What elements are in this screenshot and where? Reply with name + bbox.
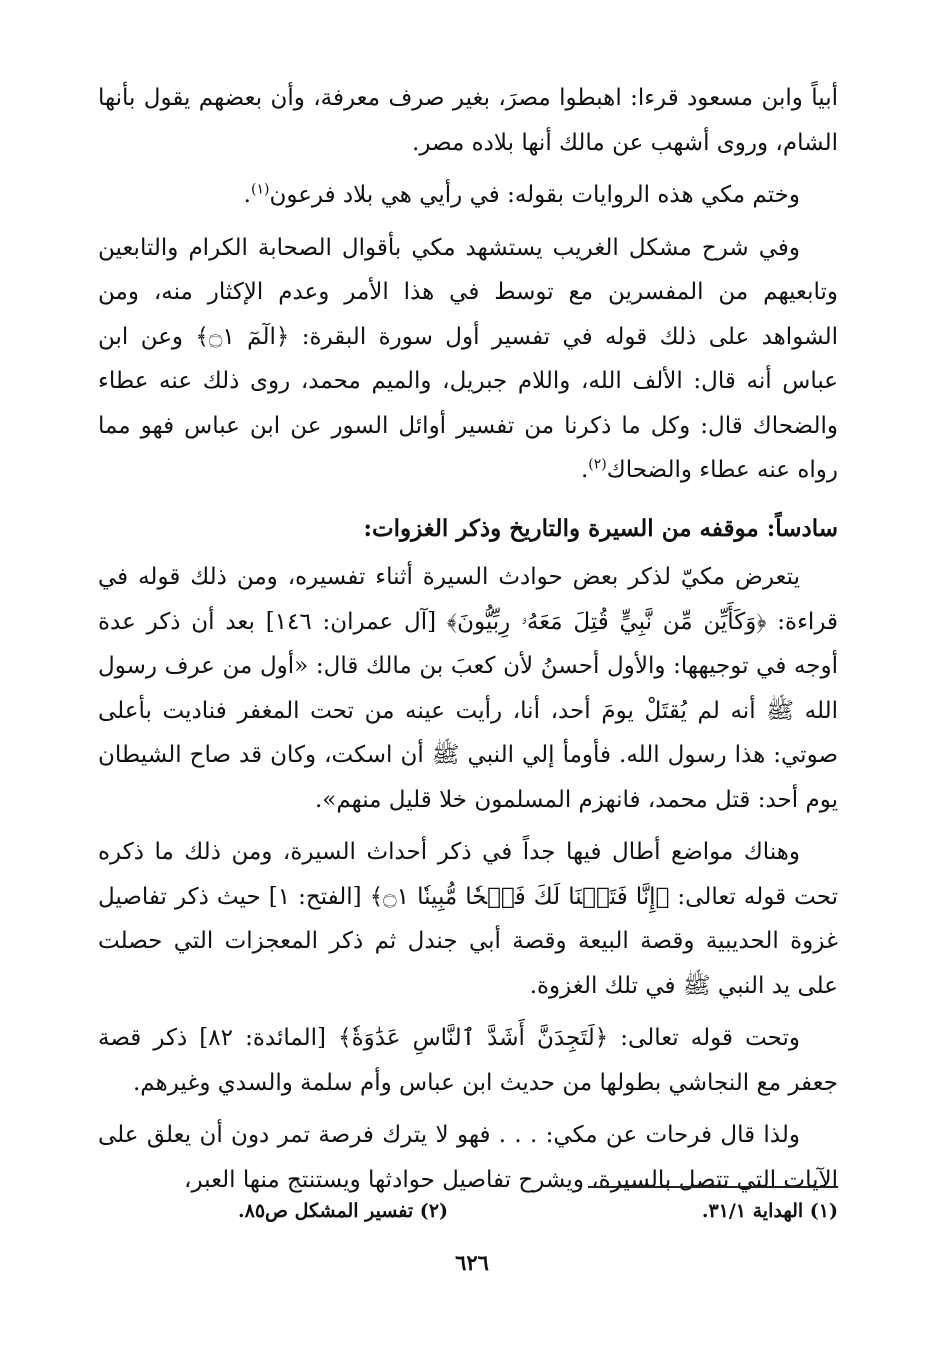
footnote-ref-2: (٢) bbox=[588, 456, 607, 473]
paragraph-6-text: وتحت قوله تعالى: ﴿لَتَجِدَنَّ أَشَدَّ ٱلنَّاسِ عَدَٰوَةٗ﴾ [المائدة: ٨٢] ذكر قصة جعفر مع النجاشي بطولها من حديث ابن عباس وأم سلمة والسدي وغيرهم. bbox=[98, 1025, 838, 1096]
footnote-1: (١) الهداية ٣١/١. bbox=[701, 1200, 838, 1222]
page-number: ٦٢٦ bbox=[455, 1250, 489, 1275]
paragraph-5-text: وهناك مواضع أطال فيها جداً في ذكر أحداث السيرة، ومن ذلك ما ذكره تحت قوله تعالى: ﴿إِنَّا فَتَحۡنَا لَكَ فَتۡحٗا مُّبِينٗا ۝١﴾ [الفتح: ١] حيث ذكر تفاصيل غزوة الحديبية وقصة البيعة وقصة أبي جندل ثم ذكر المعجزات التي حصلت على يد النبي ﷺ في تلك الغزوة. bbox=[98, 839, 838, 999]
paragraph-2 bbox=[98, 173, 838, 218]
section-heading: سادساً: موقفه من السيرة والتاريخ وذكر الغزوات: bbox=[363, 514, 838, 542]
paragraph-6 bbox=[98, 1016, 838, 1105]
paragraph-3-tail: . bbox=[580, 457, 589, 483]
page-body bbox=[98, 76, 838, 1210]
footnotes bbox=[98, 1200, 838, 1222]
paragraph-7 bbox=[98, 1113, 838, 1202]
paragraph-4-text: يتعرض مكيّ لذكر بعض حوادث السيرة أثناء تفسيره، ومن ذلك قوله في قراءة: ﴿وَكَأَيِّن مِّن نَّبِيٍّ قُتِلَ مَعَهُۥ رِبِّيُّونَ﴾ [آل عمران: ١٤٦] بعد أن ذكر عدة أوجه في توجيهها: والأول أحسنُ لأن كعبَ بن مالك قال: «أول من عرف رسول الله ﷺ أنه لم يُقتَلْ يومَ أحد، أنا، رأيت عينه من تحت المغفر فناديت بأعلى صوتي: هذا رسول الله. فأومأ إلي النبي ﷺ أن اسكت، وكان قد صاح الشيطان يوم أحد: قتل محمد، فانهزم المسلمون خلا قليل منهم». bbox=[98, 564, 838, 813]
footnote-ref-1: (١) bbox=[250, 181, 270, 198]
paragraph-3 bbox=[98, 226, 838, 493]
paragraph-1 bbox=[98, 76, 838, 165]
paragraph-7-text: ولذا قال فرحات عن مكي: . . . فهو لا يترك فرصة تمر دون أن يعلق على الآيات التي تتصل بالسيرة، ويشرح تفاصيل حوادثها ويستنتج منها العبر، bbox=[98, 1122, 838, 1193]
paragraph-5 bbox=[98, 830, 838, 1008]
paragraph-4 bbox=[98, 555, 838, 822]
paragraph-1-text: أبياً وابن مسعود قرءا: اهبطوا مصرَ، بغير صرف معرفة، وأن بعضهم يقول بأنها الشام، وروى أشهب عن مالك أنها بلاده مصر. bbox=[98, 85, 838, 156]
footnote-separator bbox=[588, 1186, 838, 1188]
footnote-2: (٢) تفسير المشكل ص٨٥. bbox=[238, 1200, 449, 1222]
paragraph-3-text: وفي شرح مشكل الغريب يستشهد مكي بأقوال الصحابة الكرام والتابعين وتابعيهم من المفسرين مع توسط في هذا الأمر وعدم الإكثار منه، ومن الشواهد على ذلك قوله في تفسير أول سورة البقرة: ﴿الٓمٓ ۝١﴾ وعن ابن عباس أنه قال: الألف الله، واللام جبريل، والميم محمد، روى ذلك عنه عطاء والضحاك قال: وكل ما ذكرنا من تفسير أوائل السور عن ابن عباس فهو مما رواه عنه عطاء والضحاك bbox=[98, 234, 838, 483]
paragraph-2-text: وختم مكي هذه الروايات بقوله: في رأيي هي بلاد فرعون bbox=[269, 182, 800, 208]
paragraph-2-tail: . bbox=[243, 182, 251, 208]
